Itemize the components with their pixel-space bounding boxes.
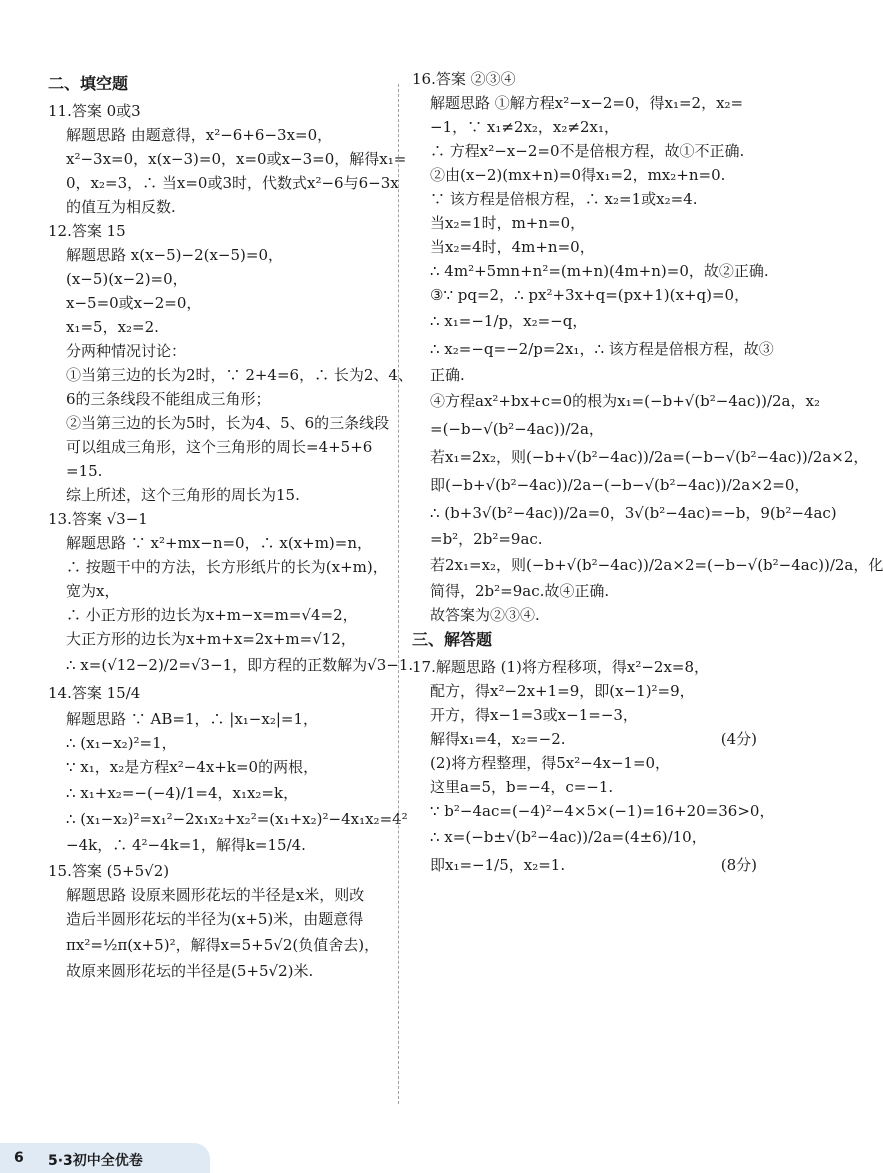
solution-line: ∴ (b+3√(b²−4ac))/2a=0，3√(b²−4ac)=−b，9(b²−4ac) <box>430 504 837 522</box>
solution-line: ④方程ax²+bx+c=0的根为x₁=(−b+√(b²−4ac))/2a，x₂ <box>430 392 820 410</box>
solution-line: 宽为x， <box>66 582 120 600</box>
solution-line: ②当第三边的长为5时，长为4、5、6的三条线段 <box>66 414 390 432</box>
solution-line: 分两种情况讨论： <box>66 342 187 360</box>
section-title-answer: 三、解答题 <box>412 630 493 649</box>
solution-line: =(−b−√(b²−4ac))/2a， <box>430 420 604 438</box>
solution-line: (x−5)(x−2)=0， <box>66 270 188 288</box>
solution-line: ∴ 按题干中的方法，长方形纸片的长为(x+m)， <box>66 558 388 576</box>
solution-text: 解得x₁=4，x₂=−2. <box>430 730 566 748</box>
solution-line: ∴ 4m²+5mn+n²=(m+n)(4m+n)=0，故②正确. <box>430 262 769 280</box>
solution-line: ∴ x=(√12−2)/2=√3−1，即方程的正数解为√3−1. <box>66 656 414 674</box>
solution-line <box>412 854 757 876</box>
solution-line: x₁=5，x₂=2. <box>66 318 159 336</box>
solution-line: 可以组成三角形，这个三角形的周长=4+5+6 <box>66 438 373 456</box>
solution-line: 简得，2b²=9ac.故④正确. <box>430 582 610 600</box>
solution-line: 当x₂=4时，4m+n=0， <box>430 238 595 256</box>
answer-line: 16.答案 ②③④ <box>412 70 516 88</box>
solution-line: 17.解题思路 (1)将方程移项，得x²−2x=8， <box>412 658 710 676</box>
solution-line: 即(−b+√(b²−4ac))/2a−(−b−√(b²−4ac))/2a×2=0， <box>430 476 810 494</box>
answer-line: 13.答案 √3−1 <box>48 510 148 528</box>
solution-line: x²−3x=0，x(x−3)=0，x=0或x−3=0，解得x₁= <box>66 150 407 168</box>
solution-line: ②由(x−2)(mx+n)=0得x₁=2，mx₂+n=0. <box>430 166 726 184</box>
page-footer <box>0 1143 210 1173</box>
left-column <box>48 70 414 986</box>
solution-line: (2)将方程整理，得5x²−4x−1=0， <box>430 754 671 772</box>
solution-line: 开方，得x−1=3或x−1=−3， <box>430 706 638 724</box>
solution-line: 正确. <box>430 366 465 384</box>
score-label: (8分) <box>720 856 757 874</box>
solution-line: ∵ b²−4ac=(−4)²−4×5×(−1)=16+20=36>0， <box>430 802 775 820</box>
solution-line: ∵ x₁，x₂是方程x²−4x+k=0的两根， <box>66 758 319 776</box>
book-title: 5·3初中全优卷 <box>48 1153 143 1169</box>
solution-line: 6的三条线段不能组成三角形； <box>66 390 271 408</box>
answer-line: 14.答案 15/4 <box>48 684 141 702</box>
solution-line: ∴ x₂=−q=−2/p=2x₁，∴ 该方程是倍根方程，故③ <box>430 340 774 358</box>
solution-line: 0，x₂=3，∴ 当x=0或3时，代数式x²−6与6−3x <box>66 174 399 192</box>
solution-line: 解题思路 x(x−5)−2(x−5)=0， <box>66 246 284 264</box>
solution-line: ∴ (x₁−x₂)²=x₁²−2x₁x₂+x₂²=(x₁+x₂)²−4x₁x₂=4² <box>66 810 408 828</box>
solution-line: =15. <box>66 462 103 480</box>
solution-line: x−5=0或x−2=0， <box>66 294 202 312</box>
solution-line: ③∵ pq=2，∴ px²+3x+q=(px+1)(x+q)=0， <box>430 286 750 304</box>
solution-line <box>412 730 757 748</box>
answer-line: 11.答案 0或3 <box>48 102 141 120</box>
solution-line: ∴ 方程x²−x−2=0不是倍根方程，故①不正确. <box>430 142 745 160</box>
solution-line: 综上所述，这个三角形的周长为15. <box>66 486 300 504</box>
solution-line: 解题思路 由题意得，x²−6+6−3x=0， <box>66 126 333 144</box>
solution-line: −4k，∴ 4²−4k=1，解得k=15/4. <box>66 836 306 854</box>
solution-line: 造后半圆形花坛的半径为(x+5)米，由题意得 <box>66 910 364 928</box>
solution-line: ∴ x=(−b±√(b²−4ac))/2a=(4±6)/10， <box>430 828 707 846</box>
solution-line: ∴ (x₁−x₂)²=1， <box>66 734 177 752</box>
solution-line: 大正方形的边长为x+m+x=2x+m=√12， <box>66 630 356 648</box>
right-column <box>412 70 883 882</box>
answer-line: 15.答案 (5+5√2) <box>48 862 170 880</box>
solution-line: ∴ 小正方形的边长为x+m−x=m=√4=2， <box>66 606 358 624</box>
solution-line: 解题思路 ∵ x²+mx−n=0，∴ x(x+m)=n， <box>66 534 373 552</box>
solution-line: 解题思路 ①解方程x²−x−2=0，得x₁=2，x₂= <box>430 94 744 112</box>
section-title-fill-blank: 二、填空题 <box>48 74 129 93</box>
solution-line: 故原来圆形花坛的半径是(5+5√2)米. <box>66 962 314 980</box>
column-divider <box>398 84 399 1104</box>
solution-line: =b²，2b²=9ac. <box>430 530 543 548</box>
solution-line: πx²=½π(x+5)²，解得x=5+5√2(负值舍去)， <box>66 936 380 954</box>
score-label: (4分) <box>720 730 757 748</box>
solution-line: ①当第三边的长为2时，∵ 2+4=6，∴ 长为2、4、 <box>66 366 413 384</box>
solution-line: 解题思路 ∵ AB=1，∴ |x₁−x₂|=1， <box>66 710 319 728</box>
solution-line: 当x₂=1时，m+n=0， <box>430 214 586 232</box>
solution-line: 若x₁=2x₂，则(−b+√(b²−4ac))/2a=(−b−√(b²−4ac))/2a×2， <box>430 448 869 466</box>
solution-text: 即x₁=−1/5，x₂=1. <box>430 856 566 874</box>
solution-line: ∴ x₁+x₂=−(−4)/1=4，x₁x₂=k， <box>66 784 299 802</box>
solution-line: 故答案为②③④. <box>430 606 540 624</box>
solution-line: 若2x₁=x₂，则(−b+√(b²−4ac))/2a×2=(−b−√(b²−4ac))/2a，化 <box>430 556 883 574</box>
page-number: 6 <box>14 1150 24 1166</box>
solution-line: ∴ x₁=−1/p，x₂=−q， <box>430 312 588 330</box>
answer-line: 12.答案 15 <box>48 222 126 240</box>
solution-line: 这里a=5，b=−4，c=−1. <box>430 778 614 796</box>
solution-line: 配方，得x²−2x+1=9，即(x−1)²=9， <box>430 682 695 700</box>
solution-line: −1，∵ x₁≠2x₂，x₂≠2x₁， <box>430 118 619 136</box>
solution-line: ∵ 该方程是倍根方程，∴ x₂=1或x₂=4. <box>430 190 698 208</box>
solution-line: 解题思路 设原来圆形花坛的半径是x米，则改 <box>66 886 365 904</box>
solution-line: 的值互为相反数. <box>66 198 176 216</box>
